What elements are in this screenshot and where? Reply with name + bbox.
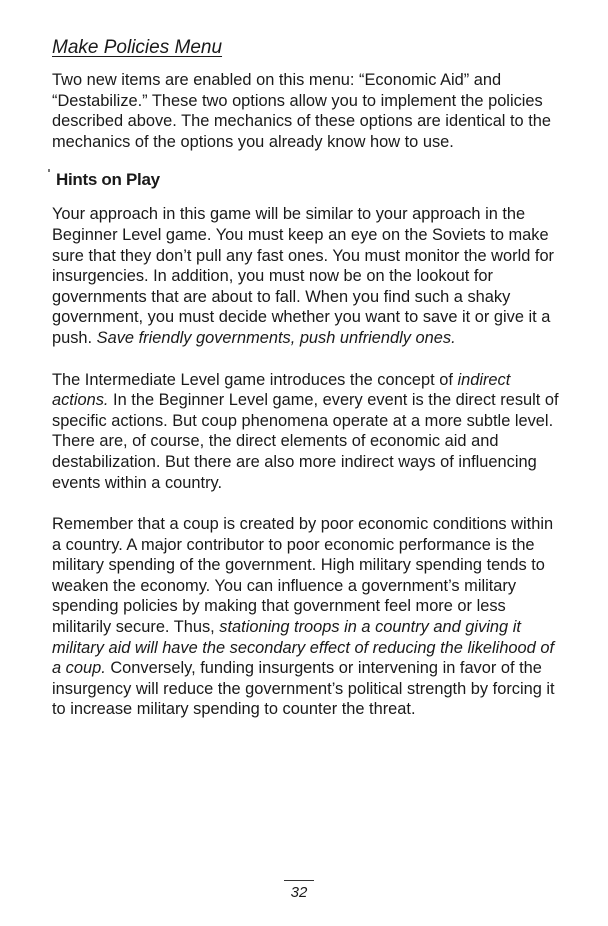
hints-paragraph-1 <box>52 204 562 348</box>
print-speck <box>48 169 50 172</box>
hints-paragraph-3-emphasis: stationing troops in a country and giving it military aid will have the secondary effect of reducing the likelihood of a coup. <box>52 618 555 678</box>
page-number-rule <box>284 880 314 881</box>
hints-paragraph-2-end: In the Beginner Level game, every event is the direct result of specific actions. But coup phenomena operate at a more subtle level. There are, of course, the direct elements of economic aid and destabilization. But there are also more indirect ways of influencing events within a country. <box>52 391 559 492</box>
hints-paragraph-2-emphasis: indirect actions. <box>52 370 511 410</box>
hints-paragraph-3-end: Conversely, funding insurgents or intervening in favor of the insurgency will reduce the government’s political strength by forcing it to increase military spending to counter the threat. <box>52 659 555 719</box>
hints-paragraph-1-text: Your approach in this game will be similar to your approach in the Beginner Level game. You must keep an eye on the Soviets to make sure that they don’t pull any fast ones. You must monitor the world for insurgencies. In addition, you must now be on the lookout for governments that are about to fall. When you find such a shaky government, you must decide whether you want to save it or give it a push. <box>52 205 555 347</box>
hints-paragraph-2-start: The Intermediate Level game introduces the concept of <box>52 370 458 389</box>
make-policies-paragraph: Two new items are enabled on this menu: “Economic Aid” and “Destabilize.” These two options allow you to implement the policies described above. The mechanics of these options are identical to the mechanics of the options you already know how to use. <box>52 71 552 151</box>
hints-paragraph-1-emphasis: Save friendly governments, push unfriendly ones. <box>96 328 456 347</box>
section-title-hints-on-play: Hints on Play <box>56 170 160 190</box>
page-number: 32 <box>290 884 308 901</box>
hints-paragraph-2 <box>52 370 562 494</box>
hints-paragraph-3-start: Remember that a coup is created by poor economic conditions within a country. A major contributor to poor economic performance is the military spending of the government. High military spending tends to weaken the economy. You can influence a government’s military spending policies by making that government feel more or less militarily secure. Thus, <box>52 515 554 637</box>
section-title-make-policies-menu: Make Policies Menu <box>52 37 223 58</box>
page-content <box>52 36 562 720</box>
hints-paragraph-3 <box>52 514 562 720</box>
